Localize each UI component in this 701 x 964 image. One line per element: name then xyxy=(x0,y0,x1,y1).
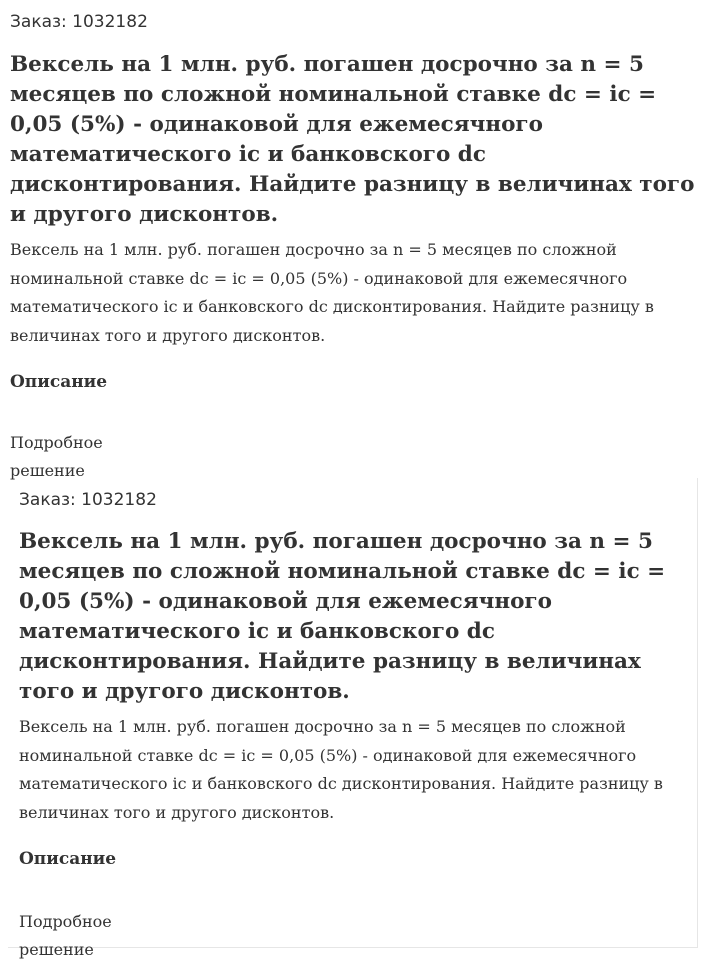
description-heading: Описание xyxy=(10,372,108,392)
detailed-solution-label: Подробное решение xyxy=(19,912,112,959)
order-number: Заказ: 1032182 xyxy=(10,12,148,32)
task-description: Вексель на 1 млн. руб. погашен досрочно за n = 5 месяцев по сложной номинальной ставке dc = ic = 0,05 (5%) - одинаковой для ежемесячного математического ic и банковского dc дисконтирования. Найдите разницу в величинах того и другого дисконтов. xyxy=(10,240,654,345)
detailed-solution-label: Подробное решение xyxy=(10,433,103,480)
task-description: Вексель на 1 млн. руб. погашен досрочно за n = 5 месяцев по сложной номинальной ставке dc = ic = 0,05 (5%) - одинаковой для ежемесячного математического ic и банковского dc дисконтирования. Найдите разницу в величинах того и другого дисконтов. xyxy=(19,717,663,822)
order-card-2 xyxy=(8,478,698,959)
task-title: Вексель на 1 млн. руб. погашен досрочно за n = 5 месяцев по сложной номинальной ставке dc = ic = 0,05 (5%) - одинаковой для ежемесячного математического ic и банковского dc дисконтирования. Найдите разницу в величинах того и другого дисконтов. xyxy=(19,529,666,704)
order-card-1 xyxy=(10,10,696,485)
description-heading: Описание xyxy=(19,849,117,869)
order-number: Заказ: 1032182 xyxy=(19,490,157,510)
task-title: Вексель на 1 млн. руб. погашен досрочно за n = 5 месяцев по сложной номинальной ставке dc = ic = 0,05 (5%) - одинаковой для ежемесячного математического ic и банковского dc дисконтирования. Найдите разницу в величинах того и другого дисконтов. xyxy=(10,52,695,227)
